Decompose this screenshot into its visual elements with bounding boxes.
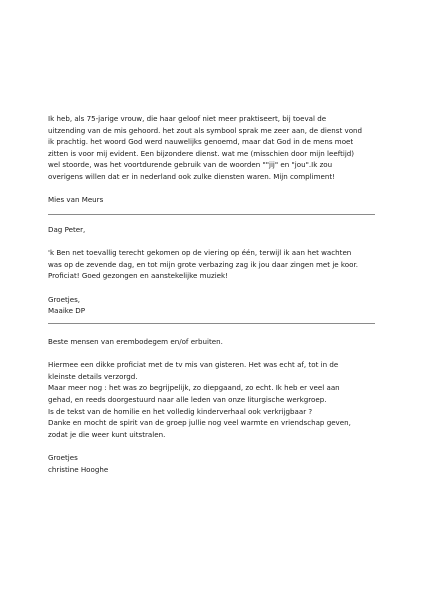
paragraph-gap	[48, 440, 380, 452]
paragraph-gap	[48, 236, 380, 248]
text-line: Proficiat! Goed gezongen en aanstekelijke muziek!	[48, 271, 228, 281]
divider-1	[48, 214, 375, 215]
letter-2	[48, 224, 380, 317]
text-line: ik prachtig. het woord God werd nauwelijks genoemd, maar dat God in de mens moet	[48, 137, 354, 147]
text-line: was op de zevende dag, en tot mijn grote verbazing zag ik jou daar zingen met je koor.	[48, 259, 358, 269]
text-line: Maar meer nog : het was zo begrijpelijk, zo diepgaand, zo echt. Ik heb er veel aan	[48, 383, 340, 393]
paragraph-gap	[48, 282, 380, 294]
text-line: Beste mensen van erembodegem en/of erbuiten.	[48, 337, 223, 346]
text-line: Groetjes	[48, 452, 78, 462]
text-line: gehad, en reeds doorgestuurd naar alle leden van onze liturgische werkgroep.	[48, 394, 327, 404]
paragraph-gap	[48, 348, 380, 360]
text-line: christine Hooghe	[48, 464, 109, 474]
text-line: Danke en mocht de spirit van de groep jullie nog veel warmte en vriendschap geven,	[48, 418, 351, 428]
text-line: overigens willen dat er in nederland ook zulke diensten waren. Mijn compliment!	[48, 171, 336, 181]
text-line: 'k Ben net toevallig terecht gekomen op de viering op één, terwijl ik aan het wachten	[48, 248, 352, 258]
text-line: Mies van Meurs	[48, 195, 104, 205]
text-line: zodat je die weer kunt uitstralen.	[48, 429, 166, 439]
letter-3	[48, 336, 380, 475]
text-line: uitzending van de mis gehoord. het zout als symbool sprak me zeer aan, de dienst vond	[48, 125, 363, 135]
text-line: kleinste details verzorgd.	[48, 371, 138, 381]
divider-2	[48, 323, 375, 324]
text-line: Groetjes,	[48, 294, 81, 304]
text-line: Is de tekst van de homilie en het volledig kinderverhaal ook verkrijgbaar ?	[48, 406, 313, 416]
letter-1	[48, 113, 380, 206]
paragraph-gap	[48, 183, 380, 195]
text-line: wel stoorde, was het voortdurende gebruik van de woorden ""jij" en "jou".Ik zou	[48, 160, 333, 170]
text-line: zitten is voor mij evident. Een bijzondere dienst. wat me (misschien door mijn leeftijd)	[48, 148, 355, 158]
text-line: Dag Peter,	[48, 225, 86, 234]
text-line: Maaike DP	[48, 306, 85, 316]
text-line: Hiermee een dikke proficiat met de tv mis van gisteren. Het was echt af, tot in de	[48, 360, 339, 370]
text-line: Ik heb, als 75-jarige vrouw, die haar geloof niet meer praktiseert, bij toeval de	[48, 114, 327, 123]
